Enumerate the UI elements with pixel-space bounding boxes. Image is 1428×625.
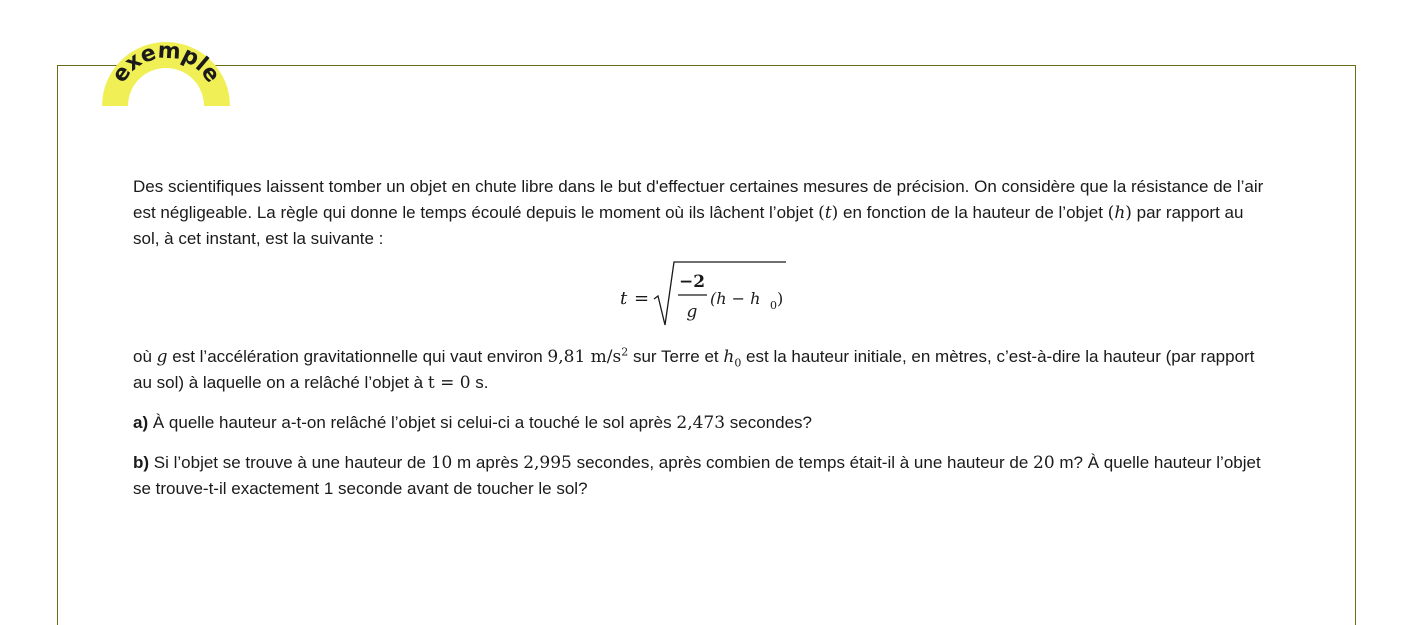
fraction-denominator: g <box>686 302 698 322</box>
qb-text-2: m après <box>452 453 524 472</box>
formula-eq: = <box>634 288 650 309</box>
paren-t: (t) <box>818 203 839 223</box>
question-b <box>133 450 1273 502</box>
g-exponent: 2 <box>621 345 629 359</box>
intro-text-2: en fonction de la hauteur de l’objet <box>838 203 1108 222</box>
intro-text: Des scientifiques laissent tomber un objet en chute libre dans le but d'effectuer certaines mesures de précision. On considère que la résistance de l’air est négligeable. La règle qui donne le temps écoulé depuis le moment où ils lâchent l’objet <box>133 177 1264 222</box>
qb-text-4: m? À quelle hauteur l’objet se trouve-t-il exactement 1 seconde avant de toucher le sol? <box>133 453 1261 498</box>
qa-value: 2,473 <box>676 413 726 433</box>
expl-text-4: est la hauteur initiale, en mètres, c’est-à-dire la hauteur (par rapport au sol) à laquelle on a relâché l’objet à <box>133 347 1255 392</box>
expl-text-3: sur Terre et <box>628 347 724 366</box>
qb-value-1: 10 <box>430 453 453 473</box>
var-h0-h: h <box>723 347 735 367</box>
qb-value-2: 2,995 <box>523 453 572 473</box>
g-value-text: 9,81 m/s <box>547 347 622 367</box>
qb-value-3: 20 <box>1033 453 1055 473</box>
formula-lhs: t <box>620 288 628 309</box>
badge-label: exemple <box>107 38 225 88</box>
question-a-label: a) <box>133 413 149 432</box>
paren-h: (h) <box>1107 203 1132 223</box>
var-g: g <box>156 347 168 367</box>
qa-text: À quelle hauteur a-t-on relâché l’objet si celui-ci a touché le sol après <box>148 413 677 432</box>
question-a <box>133 410 1273 436</box>
question-b-label: b) <box>133 453 150 472</box>
qb-text: Si l’objet se trouve à une hauteur de <box>149 453 431 472</box>
expl-text-2: est l’accélération gravitationnelle qui vaut environ <box>167 347 548 366</box>
fraction-numerator: −2 <box>678 272 706 292</box>
exemple-badge <box>86 20 246 120</box>
formula-paren: (h − h <box>710 289 761 308</box>
var-h0 <box>723 347 734 367</box>
time-formula <box>133 256 1273 336</box>
qb-text-3: secondes, après combien de temps était-il à une hauteur de <box>571 453 1034 472</box>
var-t: t <box>824 203 832 223</box>
t-equals-zero: t = 0 <box>427 373 471 393</box>
explanation-paragraph <box>133 344 1273 396</box>
formula-close: ) <box>777 289 784 308</box>
exercise-content <box>133 174 1273 502</box>
qa-text-2: secondes? <box>725 413 812 432</box>
expl-text-5: s. <box>470 373 489 392</box>
h0-sub: 0 <box>734 356 742 370</box>
g-value <box>547 347 628 367</box>
intro-paragraph <box>133 174 1273 252</box>
formula-sub0: 0 <box>770 299 777 312</box>
var-h: h <box>1114 203 1126 223</box>
intro-text-3: par rapport au sol, à cet instant, est la suivante : <box>133 203 1244 248</box>
expl-text: où <box>133 347 157 366</box>
formula-svg <box>618 259 788 333</box>
